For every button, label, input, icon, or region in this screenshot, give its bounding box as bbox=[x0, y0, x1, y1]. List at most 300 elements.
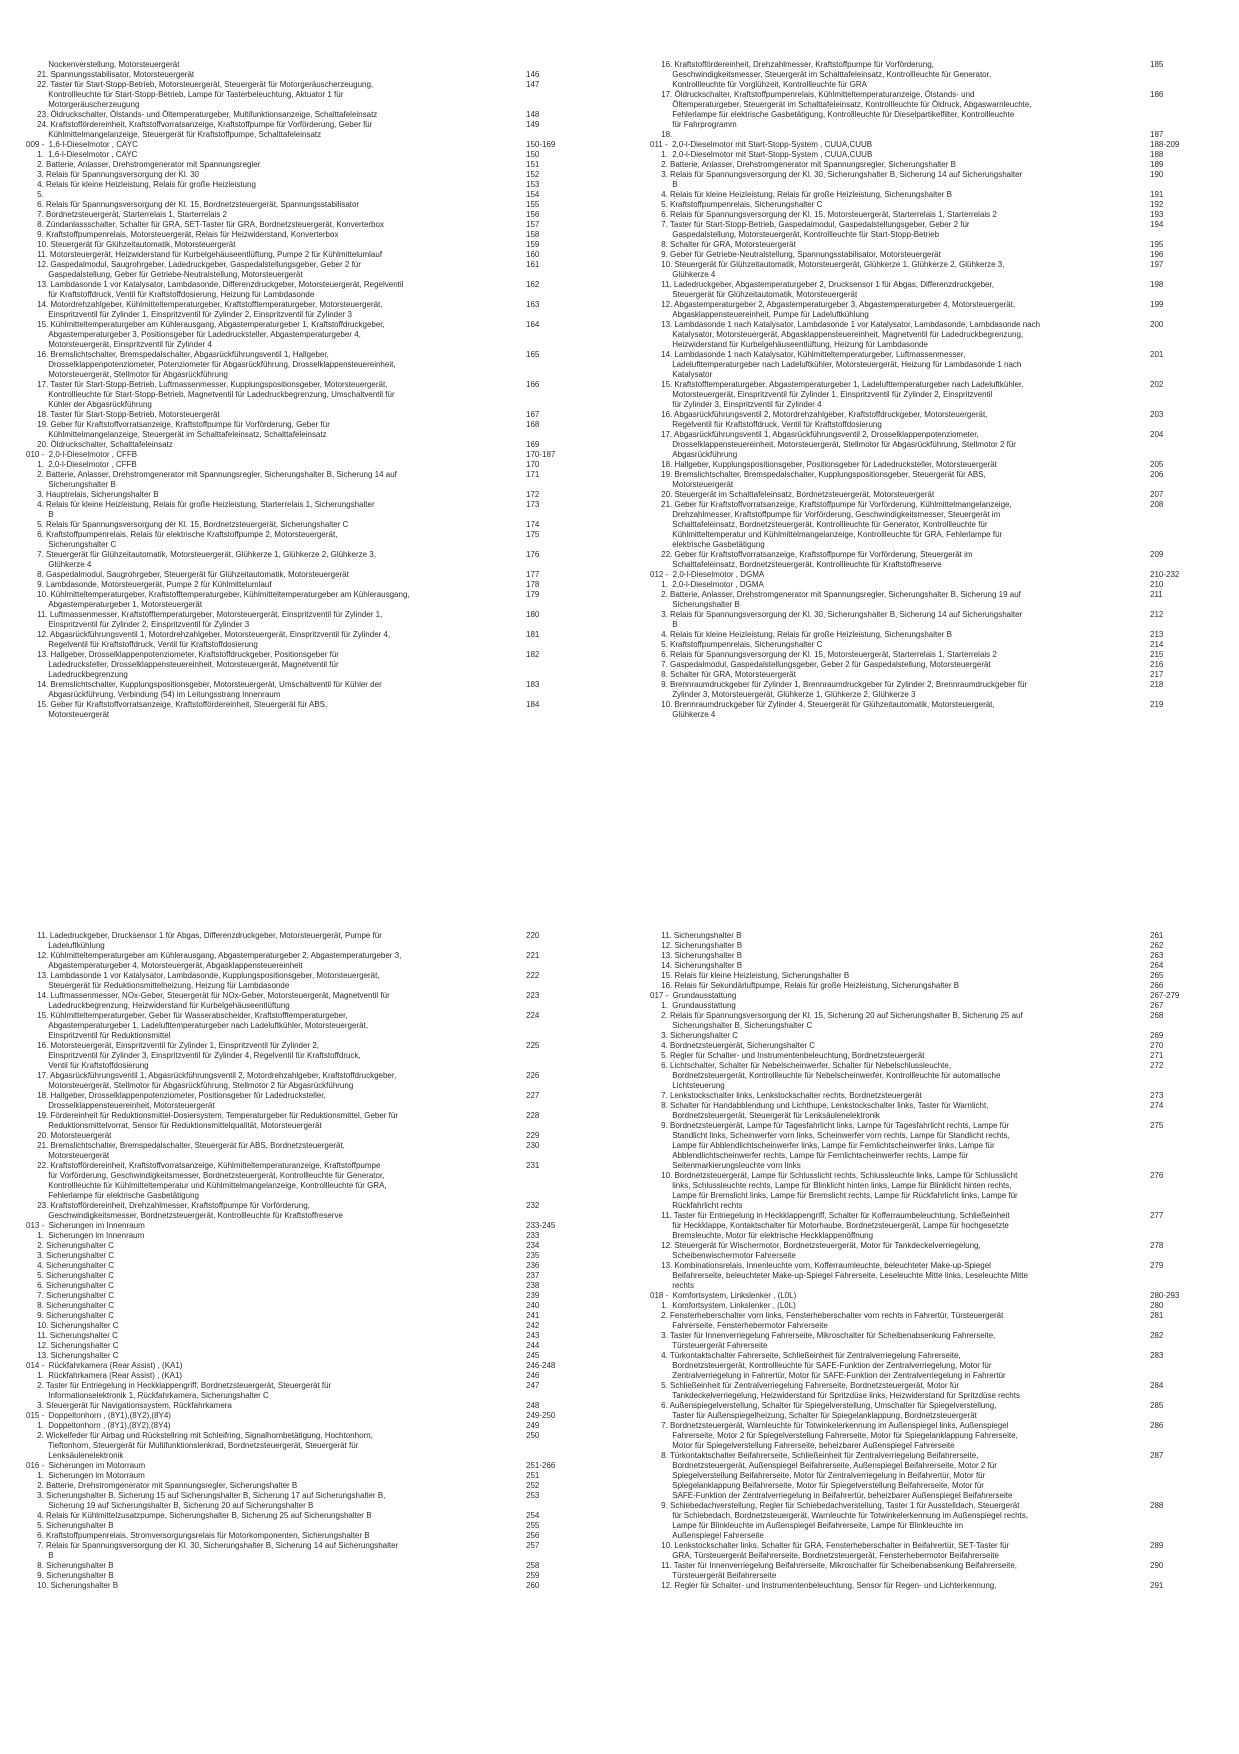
toc-entry bbox=[26, 580, 616, 590]
toc-entry bbox=[26, 991, 616, 1011]
toc-entry-page: 203 bbox=[1150, 410, 1164, 419]
toc-entry bbox=[26, 210, 616, 220]
toc-entry bbox=[26, 1581, 616, 1591]
toc-entry-page: 205 bbox=[1150, 460, 1164, 469]
toc-entry-page: 231 bbox=[526, 1161, 540, 1170]
toc-entry-title: 11. Ladedruckgeber, Abgastemperaturgeber 2, Drucksensor 1 für Abgas, Differenzdruckgeber, Steuergerät für Glühzeitautomatik, Motorsteuergerät bbox=[661, 280, 994, 299]
toc-entry-title: 24. Kraftstoffördereinheit, Kraftstoffvorratsanzeige, Kraftstoffpumpe für Vorförderung, Geber für Kühlmittelmangelanzeige, Steuergerät für Kraftstoffpumpe, Schalttafeleinsatz bbox=[37, 120, 373, 139]
toc-entry-page: 184 bbox=[526, 700, 540, 709]
toc-entry bbox=[650, 1011, 1239, 1031]
toc-entry-page: 288 bbox=[1150, 1501, 1164, 1510]
toc-entry-title: 12. Regler für Schalter- und Instrumentenbeleuchtung, Sensor für Regen- und Lichterkennung, bbox=[650, 1581, 997, 1590]
toc-entry bbox=[26, 1401, 616, 1411]
toc-entry bbox=[650, 1381, 1239, 1401]
toc-entry-title: 10. Steuergerät für Glühzeitautomatik, Motorsteuergerät, Glühkerze 1, Glühkerze 2, Glühkerze 3, Glühkerze 4 bbox=[661, 260, 1005, 279]
toc-entry bbox=[650, 610, 1239, 630]
toc-entry-title: 18. Hallgeber, Kupplungspositionsgeber, Positionsgeber für Ladedrucksteller, Motorsteuergerät bbox=[650, 460, 997, 469]
toc-entry-title: 1. Grundausstattung bbox=[650, 1001, 736, 1010]
toc-entry bbox=[26, 1251, 616, 1261]
toc-entry-page: 246-248 bbox=[526, 1361, 556, 1370]
toc-entry bbox=[26, 180, 616, 190]
toc-entry bbox=[26, 410, 616, 420]
toc-entry-title: 13. Kombinationsrelais, Innenleuchte vorn, Kofferraumleuchte, beleuchteter Make-up-Spiegel Beifahrerseite, beleuchteter Make-up-Spiegel Fahrerseite, Leseleuchte Mitte links, Leseleuchte Mitte rechts bbox=[661, 1261, 1028, 1290]
toc-entry-page: 220 bbox=[526, 931, 540, 940]
toc-entry bbox=[26, 260, 616, 280]
toc-entry-title: 20. Steuergerät im Schalttafeleinsatz, Bordnetzsteuergerät, Motorsteuergerät bbox=[650, 490, 935, 499]
toc-entry bbox=[26, 1201, 616, 1221]
toc-entry-title: 13. Sicherungshalter B bbox=[650, 951, 743, 960]
toc-entry-page: 152 bbox=[526, 170, 540, 179]
toc-entry bbox=[650, 490, 1239, 500]
toc-entry bbox=[26, 1271, 616, 1281]
toc-entry bbox=[26, 420, 616, 440]
toc-entry-title: 015 - Doppeltonhorn , (8Y1),(8Y2),(8Y4) bbox=[26, 1411, 171, 1420]
toc-entry-page: 240 bbox=[526, 1301, 540, 1310]
toc-entry bbox=[26, 1421, 616, 1431]
toc-entry-title: 11. Taster für Innenverriegelung Beifahrerseite, Mikroschalter für Scheibenabsenkung Beifahrerseite, Türsteuergerät Beifahrerseite bbox=[661, 1561, 1018, 1580]
toc-entry-page: 273 bbox=[1150, 1091, 1164, 1100]
toc-entry-title: 17. Öldruckschalter, Kraftstoffpumpenrelais, Kühlmitteltemperaturanzeige, Ölstands- und Öltemperaturgeber, Steuergerät im Schalttafeleinsatz, Kontrollleuchte für Öldruck, Abgaswarnleuchte, Fehlerlampe für elektrische Gasbetätigung, Kontrollleuchte für Dieselpartikelfilter, Kontrollleuchte für Fahrprogramm bbox=[661, 90, 1032, 129]
toc-entry-title: 2. Batterie, Anlasser, Drehstromgenerator mit Spannungsregler, Sicherungshalter B, Sicherung 19 auf Sicherungshalter B bbox=[661, 590, 1021, 609]
toc-entry-page: 258 bbox=[526, 1561, 540, 1570]
toc-entry-title: 3. Sicherungshalter B, Sicherung 15 auf Sicherungshalter B, Sicherung 17 auf Sicherungshalter B, Sicherung 19 auf Sicherungshalter B, Sicherung 20 auf Sicherungshalter B bbox=[37, 1491, 386, 1510]
toc-entry bbox=[26, 700, 616, 720]
toc-entry-page: 265 bbox=[1150, 971, 1164, 980]
toc-entry-page: 257 bbox=[526, 1541, 540, 1550]
toc-entry-title: 2. Batterie, Anlasser, Drehstromgenerator mit Spannungsregler, Sicherungshalter B, Sicherung 14 auf Sicherungshalter B bbox=[37, 470, 397, 489]
toc-entry bbox=[650, 240, 1239, 250]
toc-entry-page: 201 bbox=[1150, 350, 1164, 359]
toc-entry-page: 206 bbox=[1150, 470, 1164, 479]
toc-entry-page: 156 bbox=[526, 210, 540, 219]
toc-entry bbox=[650, 200, 1239, 210]
toc-entry-page: 228 bbox=[526, 1111, 540, 1120]
toc-entry bbox=[26, 450, 616, 460]
toc-entry-title: 2. Batterie, Anlasser, Drehstromgenerator mit Spannungsregler bbox=[26, 160, 261, 169]
toc-entry bbox=[26, 1131, 616, 1141]
toc-entry-title: 6. Lichtschalter, Schalter für Nebelscheinwerfer, Schalter für Nebelschlussleuchte, Bordnetzsteuergerät, Kontrollleuchte für Nebelscheinwerfer, Kontrollleuchte für automatische Lichtsteuerung bbox=[661, 1061, 1001, 1090]
toc-entry bbox=[26, 380, 616, 410]
toc-entry bbox=[26, 440, 616, 450]
toc-entry bbox=[26, 1261, 616, 1271]
toc-entry-title: 7. Lenkstockschalter links, Lenkstockschalter rechts, Bordnetzsteuergerät bbox=[650, 1091, 922, 1100]
toc-entry-page: 172 bbox=[526, 490, 540, 499]
toc-entry-page: 249 bbox=[526, 1421, 540, 1430]
toc-entry-title: 19. Fördereinheit für Reduktionsmittel-Dosiersystem, Temperaturgeber für Reduktionsmittel, Geber für Reduktionsmittelvorrat, Sensor für Reduktionsmittelqualität, Motorsteuergerät bbox=[37, 1111, 399, 1130]
toc-entry bbox=[26, 1091, 616, 1111]
toc-entry bbox=[26, 1321, 616, 1331]
toc-entry-page: 196 bbox=[1150, 250, 1164, 259]
toc-entry-title: 6. Relais für Spannungsversorgung der Kl. 15, Motorsteuergerät, Starterrelais 1, Starterrelais 2 bbox=[650, 650, 997, 659]
toc-entry bbox=[26, 630, 616, 650]
toc-entry bbox=[26, 1231, 616, 1241]
toc-entry bbox=[26, 1311, 616, 1321]
toc-entry bbox=[650, 150, 1239, 160]
toc-entry-page: 225 bbox=[526, 1041, 540, 1050]
toc-entry-page: 170-187 bbox=[526, 450, 556, 459]
toc-entry bbox=[650, 380, 1239, 410]
toc-entry-title: 4. Sicherungshalter C bbox=[26, 1261, 115, 1270]
toc-entry bbox=[650, 160, 1239, 170]
toc-entry-page: 232 bbox=[526, 1201, 540, 1210]
toc-entry-page: 281 bbox=[1150, 1311, 1164, 1320]
toc-entry-title: 20. Motorsteuergerät bbox=[26, 1131, 112, 1140]
toc-entry-title: 18. Taster für Start-Stopp-Betrieb, Motorsteuergerät bbox=[26, 410, 220, 419]
toc-entry-page: 279 bbox=[1150, 1261, 1164, 1270]
toc-entry bbox=[26, 1541, 616, 1561]
toc-entry-page: 242 bbox=[526, 1321, 540, 1330]
toc-entry bbox=[26, 550, 616, 570]
toc-entry-title: 8. Schalter für Handabblendung und Lichthupe, Lenkstockschalter links, Taster für Warnlicht, Bordnetzsteuergerät, Steuergerät für Lenksäulenelektronik bbox=[661, 1101, 989, 1120]
toc-entry bbox=[650, 60, 1239, 90]
toc-entry bbox=[26, 250, 616, 260]
toc-entry-page: 194 bbox=[1150, 220, 1164, 229]
toc-entry bbox=[26, 1481, 616, 1491]
toc-entry-page: 157 bbox=[526, 220, 540, 229]
toc-entry-title: 15. Kühlmitteltemperaturgeber am Kühlerausgang, Abgastemperaturgeber 1, Kraftstoffdruckgeber, Abgastemperaturgeber 3, Positionsgeber für Ladedrucksteller, Abgastemperaturgeber 4, Motorsteuergerät, Einspritzventil für Zylinder 4 bbox=[37, 320, 385, 349]
toc-entry-title: 9. Kraftstoffpumpenrelais, Motorsteuergerät, Relais für Heizwiderstand, Konverterbox bbox=[26, 230, 339, 239]
toc-entry-page: 287 bbox=[1150, 1451, 1164, 1460]
toc-entry bbox=[650, 280, 1239, 300]
toc-entry-page: 158 bbox=[526, 230, 540, 239]
toc-entry bbox=[650, 1311, 1239, 1331]
toc-entry bbox=[26, 240, 616, 250]
toc-entry bbox=[26, 650, 616, 680]
toc-entry-page: 270 bbox=[1150, 1041, 1164, 1050]
toc-entry-page: 168 bbox=[526, 420, 540, 429]
toc-entry bbox=[26, 350, 616, 380]
toc-entry-title: 15. Geber für Kraftstoffvorratsanzeige, Kraftstoffördereinheit, Steuergerät für ABS, Motorsteuergerät bbox=[37, 700, 328, 719]
toc-entry-title: 5. Sicherungshalter C bbox=[26, 1271, 115, 1280]
toc-entry-page: 266 bbox=[1150, 981, 1164, 990]
toc-entry bbox=[26, 470, 616, 490]
toc-entry-title: 7. Bordnetzsteuergerät, Starterrelais 1, Starterrelais 2 bbox=[26, 210, 227, 219]
toc-entry-title: 2. Relais für Spannungsversorgung der Kl. 15, Sicherung 20 auf Sicherungshalter B, Sicherung 25 auf Sicherungshalter B, Sicherungshalter C bbox=[661, 1011, 1023, 1030]
toc-entry-title: 013 - Sicherungen im Innenraum bbox=[26, 1221, 145, 1230]
toc-entry bbox=[650, 1001, 1239, 1011]
toc-entry-page: 173 bbox=[526, 500, 540, 509]
toc-entry-title: 10. Sicherungshalter B bbox=[26, 1581, 119, 1590]
toc-entry-page: 202 bbox=[1150, 380, 1164, 389]
toc-entry bbox=[650, 300, 1239, 320]
toc-entry-title: 19. Bremslichtschalter, Bremspedalschalter, Kupplungspositionsgeber, Steuergerät für ABS, Motorsteuergerät bbox=[661, 470, 986, 489]
toc-entry-page: 275 bbox=[1150, 1121, 1164, 1130]
toc-entry-page: 171 bbox=[526, 470, 540, 479]
toc-entry-title: 14. Lambdasonde 1 nach Katalysator, Kühlmitteltemperaturgeber, Luftmassenmesser, Ladelufttemperaturgeber nach Ladeluftkühler, Motorsteuergerät, Heizung für Lambdasonde 1 nach Katalysator bbox=[661, 350, 1022, 379]
toc-entry bbox=[650, 580, 1239, 590]
toc-entry-page: 147 bbox=[526, 80, 540, 89]
toc-entry-page: 237 bbox=[526, 1271, 540, 1280]
toc-entry bbox=[650, 1421, 1239, 1451]
toc-entry-title: 2. Taster für Entriegelung in Heckklappengriff, Bordnetzsteuergerät, Steuergerät für Informationselektronik 1, Rückfahrkamera, Sicherungshalter C bbox=[37, 1381, 332, 1400]
toc-entry bbox=[650, 90, 1239, 130]
toc-entry bbox=[26, 1011, 616, 1041]
toc-entry-page: 148 bbox=[526, 110, 540, 119]
toc-entry-page: 219 bbox=[1150, 700, 1164, 709]
toc-entry bbox=[650, 1241, 1239, 1261]
toc-entry-page: 195 bbox=[1150, 240, 1164, 249]
toc-entry-page: 208 bbox=[1150, 500, 1164, 509]
toc-entry-page: 207 bbox=[1150, 490, 1164, 499]
toc-entry-page: 169 bbox=[526, 440, 540, 449]
toc-entry-page: 244 bbox=[526, 1341, 540, 1350]
toc-entry bbox=[26, 1571, 616, 1581]
toc-entry bbox=[26, 190, 616, 200]
toc-entry-page: 211 bbox=[1150, 590, 1163, 599]
toc-panel-top-left bbox=[26, 60, 616, 860]
toc-entry-page: 251-266 bbox=[526, 1461, 556, 1470]
toc-entry-title: 014 - Rückfahrkamera (Rear Assist) , (KA1) bbox=[26, 1361, 183, 1370]
toc-entry bbox=[650, 670, 1239, 680]
toc-entry-page: 269 bbox=[1150, 1031, 1164, 1040]
toc-entry-title: 1. Sicherungen im Motorraum bbox=[26, 1471, 145, 1480]
toc-entry bbox=[26, 951, 616, 971]
toc-entry-page: 272 bbox=[1150, 1061, 1164, 1070]
toc-entry-page: 251 bbox=[526, 1471, 540, 1480]
toc-entry-title: 8. Zündanlassschalter, Schalter für GRA, SET-Taster für GRA, Bordnetzsteuergerät, Konverterbox bbox=[26, 220, 384, 229]
toc-entry-page: 226 bbox=[526, 1071, 540, 1080]
toc-entry-title: 12. Sicherungshalter B bbox=[650, 941, 743, 950]
toc-entry-title: 2. Fensterheberschalter vorn links, Fensterheberschalter vorn rechts in Fahrertür, Türsteuergerät Fahrerseite, Fensterhebermotor Fahrerseite bbox=[661, 1311, 1004, 1330]
toc-entry bbox=[26, 1371, 616, 1381]
toc-entry-page: 179 bbox=[526, 590, 540, 599]
toc-entry-page: 289 bbox=[1150, 1541, 1164, 1550]
toc-entry bbox=[26, 1531, 616, 1541]
toc-entry-page: 224 bbox=[526, 1011, 540, 1020]
toc-entry-page: 181 bbox=[526, 630, 540, 639]
toc-entry-title: 13. Sicherungshalter C bbox=[26, 1351, 119, 1360]
toc-entry-title: 5. Schließeinheit für Zentralverriegelung Fahrerseite, Bordnetzsteuergerät, Motor für Tankdeckelverriegelung, Heizwiderstand für Spritzdüse links, Heizwiderstand für Spritzdüse rechts bbox=[661, 1381, 1020, 1400]
toc-entry bbox=[650, 1121, 1239, 1171]
toc-entry-title: 9. Sicherungshalter B bbox=[26, 1571, 114, 1580]
toc-entry bbox=[26, 1361, 616, 1371]
toc-entry-title: 2. Batterie, Drehstromgenerator mit Spannungsregler, Sicherungshalter B bbox=[26, 1481, 298, 1490]
toc-entry bbox=[26, 220, 616, 230]
toc-entry-page: 277 bbox=[1150, 1211, 1164, 1220]
toc-entry bbox=[26, 140, 616, 150]
toc-entry-title: 21. Geber für Kraftstoffvorratsanzeige, Kraftstoffpumpe für Vorförderung, Kühlmittelmangelanzeige, Drehzahlmesser, Kraftstoffpumpe für Vorförderung, Geschwindigkeitsmesser, Steuergerät im Schalttafeleinsatz, Bordnetzsteuergerät, Kontrollleuchte für Generator, Kontrollleuchte für Kühlmitteltemperatur und Kühlmittelmangelanzeige, Kontrollleuchte für GRA, Fehlerlampe für elektrische Gasbetätigung bbox=[661, 500, 1012, 549]
toc-entry bbox=[650, 260, 1239, 280]
toc-entry-page: 248 bbox=[526, 1401, 540, 1410]
toc-entry bbox=[26, 60, 616, 70]
toc-entry-page: 163 bbox=[526, 300, 540, 309]
toc-entry-page: 229 bbox=[526, 1131, 540, 1140]
toc-entry-title: 16. Relais für Sekundärluftpumpe, Relais für große Heizleistung, Sicherungshalter B bbox=[650, 981, 960, 990]
toc-entry-page: 146 bbox=[526, 70, 540, 79]
toc-entry bbox=[26, 1431, 616, 1461]
toc-entry-page: 210 bbox=[1150, 580, 1164, 589]
toc-entry-page: 212 bbox=[1150, 610, 1164, 619]
toc-entry bbox=[650, 1041, 1239, 1051]
toc-entry-title: 13. Lambdasonde 1 nach Katalysator, Lambdasonde 1 vor Katalysator, Lambdasonde, Lambdasonde nach Katalysator, Motorsteuergerät, Abgasklappensteuereinheit, Magnetventil für Ladedruckbegrenzung, Heizwiderstand für Kurbelgehäuseentlüftung, Heizung für Lambdasonde bbox=[661, 320, 1041, 349]
toc-entry-title: 8. Schalter für GRA, Motorsteuergerät bbox=[650, 240, 796, 249]
toc-entry-title: 16. Bremslichtschalter, Bremspedalschalter, Abgasrückführungsventil 1, Hallgeber, Drosselklappenpotenziometer, Potenziometer für Abgasrückführung, Drosselklappensteuereinheit, Motorsteuergerät, Stellmotor für Abgasrückführung bbox=[37, 350, 396, 379]
toc-entry bbox=[650, 470, 1239, 490]
toc-entry-page: 278 bbox=[1150, 1241, 1164, 1250]
toc-entry-page: 153 bbox=[526, 180, 540, 189]
toc-entry bbox=[26, 1281, 616, 1291]
toc-entry bbox=[650, 130, 1239, 140]
toc-entry-page: 150-169 bbox=[526, 140, 556, 149]
toc-entry-page: 214 bbox=[1150, 640, 1164, 649]
toc-entry-title: 6. Außenspiegelverstellung, Schalter für Spiegelverstellung, Umschalter für Spiegelverstellung, Taster für Außenspiegelheizung, Schalter für Spiegelanklappung, Bordnetzsteuergerät bbox=[661, 1401, 997, 1420]
toc-entry-title: 23. Öldruckschalter, Ölstands- und Öltemperaturgeber, Multifunktionsanzeige, Schalttafeleinsatz bbox=[26, 110, 378, 119]
toc-entry-page: 187 bbox=[1150, 130, 1164, 139]
toc-entry-page: 191 bbox=[1150, 190, 1164, 199]
toc-entry-page: 261 bbox=[1150, 931, 1164, 940]
toc-entry-title: 1. Rückfahrkamera (Rear Assist) , (KA1) bbox=[26, 1371, 183, 1380]
toc-entry-page: 284 bbox=[1150, 1381, 1164, 1390]
toc-entry-title: 4. Türkontaktschalter Fahrerseite, Schließeinheit für Zentralverriegelung Fahrerseite, Bordnetzsteuergerät, Kontrollleuchte für SAFE-Funktion der Zentralverriegelung, Motor für Zentralverriegelung in Fahrertür, Motor für SAFE-Funktion der Zentralverriegelung in Fahrertür bbox=[661, 1351, 1006, 1380]
toc-entry-page: 291 bbox=[1150, 1581, 1164, 1590]
toc-entry bbox=[650, 971, 1239, 981]
toc-entry-title: 12. Gaspedalmodul, Saugrohrgeber, Ladedruckgeber, Gaspedalstellungsgeber, Geber 2 für Gaspedalstellung, Geber für Getriebe-Neutralstellung, Motorsteuergerät bbox=[37, 260, 361, 279]
toc-entry-page: 209 bbox=[1150, 550, 1164, 559]
toc-entry bbox=[650, 931, 1239, 941]
toc-entry bbox=[650, 1091, 1239, 1101]
toc-entry-page: 151 bbox=[526, 160, 540, 169]
toc-entry-title: 17. Taster für Start-Stopp-Betrieb, Luftmassenmesser, Kupplungspositionsgeber, Motorsteuergerät, Kontrollleuchte für Start-Stopp-Betrieb, Magnetventil für Ladedruckbegrenzung, Umschaltventil für Kühler der Abgasrückführung bbox=[37, 380, 395, 409]
toc-entry-page: 213 bbox=[1150, 630, 1164, 639]
toc-entry-page: 239 bbox=[526, 1291, 540, 1300]
toc-entry-page: 241 bbox=[526, 1311, 540, 1320]
toc-entry bbox=[26, 1461, 616, 1471]
toc-entry bbox=[26, 1071, 616, 1091]
toc-entry-title: 1. 1,6-l-Dieselmotor , CAYC bbox=[26, 150, 138, 159]
toc-entry-title: 3. Relais für Spannungsversorgung der Kl. 30 bbox=[26, 170, 199, 179]
toc-entry-page: 170 bbox=[526, 460, 540, 469]
toc-entry-page: 177 bbox=[526, 570, 540, 579]
toc-entry-page: 235 bbox=[526, 1251, 540, 1260]
toc-entry-page: 167 bbox=[526, 410, 540, 419]
toc-entry-page: 185 bbox=[1150, 60, 1164, 69]
toc-entry-title: 10. Steuergerät für Glühzeitautomatik, Motorsteuergerät bbox=[26, 240, 236, 249]
toc-entry-title: 5. Kraftstoffpumpenrelais, Sicherungshalter C bbox=[650, 200, 823, 209]
toc-entry bbox=[26, 1041, 616, 1071]
toc-entry-page: 198 bbox=[1150, 280, 1164, 289]
toc-entry-title: 13. Hallgeber, Drosselklappenpotenziometer, Kraftstoffdruckgeber, Positionsgeber für Ladedrucksteller, Drosselklappensteuereinheit, Motorsteuergerät, Magnetventil für Ladedruckbegrenzung bbox=[37, 650, 339, 679]
toc-entry-title: 1. Sicherungen im Innenraum bbox=[26, 1231, 145, 1240]
toc-entry bbox=[26, 1221, 616, 1231]
toc-entry-page: 254 bbox=[526, 1511, 540, 1520]
toc-entry bbox=[650, 700, 1239, 720]
toc-entry-page: 192 bbox=[1150, 200, 1164, 209]
toc-entry bbox=[650, 1211, 1239, 1241]
toc-entry bbox=[650, 951, 1239, 961]
toc-entry bbox=[26, 610, 616, 630]
toc-entry-title: 4. Relais für kleine Heizleistung, Relais für große Heizleistung bbox=[26, 180, 256, 189]
toc-entry-page: 222 bbox=[526, 971, 540, 980]
toc-entry-page: 180 bbox=[526, 610, 540, 619]
toc-entry-title: 009 - 1,6-l-Dieselmotor , CAYC bbox=[26, 140, 138, 149]
toc-entry-title: 1. 2,0-l-Dieselmotor , CFFB bbox=[26, 460, 137, 469]
toc-entry-title: 22. Kraftstoffördereinheit, Kraftstoffvorratsanzeige, Kühlmitteltemperaturanzeige, Kraftstoffpumpe für Vorförderung, Geschwindigkeitsmesser, Bordnetzsteuergerät, Kontrollleuchte für Generator, Kontrollleuchte für Kühlmitteltemperatur und Kühlmittelmangelanzeige, Kontrollleuchte für GRA, Fehlerlampe für elektrische Gasbetätigung bbox=[37, 1161, 387, 1200]
toc-entry bbox=[650, 250, 1239, 260]
toc-entry bbox=[650, 1051, 1239, 1061]
toc-entry-title: 5. Sicherungshalter B bbox=[26, 1521, 114, 1530]
toc-entry bbox=[650, 550, 1239, 570]
toc-entry bbox=[26, 320, 616, 350]
toc-entry-title: 22. Geber für Kraftstoffvorratsanzeige, Kraftstoffpumpe für Vorförderung, Steuergerät im Schalttafeleinsatz, Bordnetzsteuergerät, Kontrollleuchte für Kraftstoffreserve bbox=[661, 550, 973, 569]
toc-entry bbox=[26, 280, 616, 300]
toc-entry-page: 233 bbox=[526, 1231, 540, 1240]
toc-entry-page: 247 bbox=[526, 1381, 540, 1390]
toc-entry-title: 19. Geber für Kraftstoffvorratsanzeige, Kraftstoffpumpe für Vorförderung, Geber für Kühlmittelmangelanzeige, Steuergerät im Schalttafeleinsatz, Schalttafeleinsatz bbox=[37, 420, 330, 439]
toc-entry bbox=[26, 170, 616, 180]
toc-entry bbox=[26, 931, 616, 951]
toc-entry-title: 21. Spannungsstabilisator, Motorsteuergerät bbox=[26, 70, 195, 79]
toc-entry bbox=[650, 410, 1239, 430]
toc-entry bbox=[26, 1161, 616, 1201]
toc-entry-title: 12. Steuergerät für Wischermotor, Bordnetzsteuergerät, Motor für Tankdeckelverriegelung, Scheibenwischermotor Fahrerseite bbox=[661, 1241, 981, 1260]
toc-entry bbox=[26, 1301, 616, 1311]
toc-entry-title: 18. Hallgeber, Drosselklappenpotenziometer, Positionsgeber für Ladedrucksteller, Drosselklappensteuereinheit, Motorsteuergerät bbox=[37, 1091, 326, 1110]
toc-entry-page: 283 bbox=[1150, 1351, 1164, 1360]
toc-entry-page: 271 bbox=[1150, 1051, 1164, 1060]
toc-entry-title: 3. Relais für Spannungsversorgung der Kl. 30, Sicherungshalter B, Sicherung 14 auf Sicherungshalter B bbox=[661, 170, 1023, 189]
toc-entry-page: 286 bbox=[1150, 1421, 1164, 1430]
toc-entry-page: 218 bbox=[1150, 680, 1164, 689]
toc-entry bbox=[26, 570, 616, 580]
toc-entry-title: 017 - Grundausstattung bbox=[650, 991, 737, 1000]
toc-entry bbox=[650, 190, 1239, 200]
toc-entry-page: 234 bbox=[526, 1241, 540, 1250]
toc-entry bbox=[650, 1101, 1239, 1121]
toc-entry bbox=[26, 1511, 616, 1521]
toc-entry bbox=[650, 1061, 1239, 1091]
toc-entry-title: 16. Abgasrückführungsventil 2, Motordrehzahlgeber, Kraftstoffdruckgeber, Motorsteuergerät, Regelventil für Kraftstoffdruck, Ventil für Kraftstoffdosierung bbox=[661, 410, 988, 429]
toc-entry-title: 10. Kühlmitteltemperaturgeber, Kraftstofftemperaturgeber, Kühlmitteltemperaturgeber am Kühlerausgang, Abgastemperaturgeber 1, Motorsteuergerät bbox=[37, 590, 410, 609]
toc-entry bbox=[26, 1491, 616, 1511]
toc-entry bbox=[26, 590, 616, 610]
toc-entry-page: 256 bbox=[526, 1531, 540, 1540]
toc-entry bbox=[650, 991, 1239, 1001]
toc-entry-page: 197 bbox=[1150, 260, 1164, 269]
toc-entry-page: 188-209 bbox=[1150, 140, 1180, 149]
toc-entry bbox=[650, 660, 1239, 670]
toc-entry-page: 285 bbox=[1150, 1401, 1164, 1410]
toc-entry bbox=[26, 1561, 616, 1571]
toc-entry bbox=[26, 70, 616, 80]
toc-entry-title: 22. Taster für Start-Stopp-Betrieb, Motorsteuergerät, Steuergerät für Motorgeräuscherzeugung, Kontrollleuchte für Start-Stopp-Betrieb, Lampe für Tasterbeleuchtung, Aktuator 1 für Motorgeräuscherzeugung bbox=[37, 80, 374, 109]
toc-entry-page: 182 bbox=[526, 650, 540, 659]
toc-entry-title: 17. Abgasrückführungsventil 1, Abgasrückführungsventil 2, Drosselklappenpotenziometer, Drosselklappensteuereinheit, Motorsteuergerät, Stellmotor für Abgasrückführung, Stellmotor 2 für Abgasrückführung bbox=[661, 430, 1016, 459]
toc-entry-title: 1. Doppeltonhorn , (8Y1),(8Y2),(8Y4) bbox=[26, 1421, 171, 1430]
toc-entry-title: 8. Sicherungshalter C bbox=[26, 1301, 115, 1310]
toc-entry-title: 13. Lambdasonde 1 vor Katalysator, Lambdasonde, Kupplungspositionsgeber, Motorsteuergerät, Steuergerät für Reduktionsmittelheizung, Heizung für Lambdasonde bbox=[37, 971, 380, 990]
toc-entry bbox=[650, 570, 1239, 580]
toc-entry-title: 7. Relais für Spannungsversorgung der Kl. 30, Sicherungshalter B, Sicherung 14 auf Sicherungshalter B bbox=[37, 1541, 399, 1560]
toc-entry-page: 263 bbox=[1150, 951, 1164, 960]
toc-entry bbox=[26, 110, 616, 120]
toc-entry-title: 8. Gaspedalmodul, Saugrohrgeber, Steuergerät für Glühzeitautomatik, Motorsteuergerät bbox=[26, 570, 349, 579]
toc-entry-title: 3. Relais für Spannungsversorgung der Kl. 30, Sicherungshalter B, Sicherung 14 auf Sicherungshalter B bbox=[661, 610, 1023, 629]
toc-entry-title: 9. Geber für Getriebe-Neutralstellung, Spannungsstabilisator, Motorsteuergerät bbox=[650, 250, 941, 259]
toc-entry-page: 230 bbox=[526, 1141, 540, 1150]
toc-entry-page: 149 bbox=[526, 120, 540, 129]
toc-entry-title: 13. Lambdasonde 1 vor Katalysator, Lambdasonde, Differenzdruckgeber, Motorsteuergerät, Regelventil für Kraftstoffdruck, Ventil für Kraftstoffdosierung, Heizung für Lambdasonde bbox=[37, 280, 404, 299]
toc-entry bbox=[26, 1341, 616, 1351]
toc-entry-page: 267-279 bbox=[1150, 991, 1180, 1000]
toc-entry bbox=[26, 460, 616, 470]
toc-entry-page: 193 bbox=[1150, 210, 1164, 219]
toc-entry bbox=[26, 971, 616, 991]
toc-entry-page: 246 bbox=[526, 1371, 540, 1380]
toc-entry-title: 5. bbox=[26, 190, 44, 199]
toc-entry-title: 4. Bordnetzsteuergerät, Sicherungshalter C bbox=[650, 1041, 815, 1050]
toc-entry bbox=[26, 120, 616, 140]
toc-entry-title: 9. Bordnetzsteuergerät, Lampe für Tagesfahrlicht links, Lampe für Tagesfahrlicht rechts, Lampe für Standlicht links, Scheinwerfer vorn links, Scheinwerfer vorn rechts, Lampe für Standlicht rechts, Lampe für Abblendlichtscheinwerfer links, Lampe für Fernlichtscheinwerfer links, Lampe für Abblendlichtscheinwerfer rechts, Lampe für Fernlichtscheinwerfer rechts, Lampe für Seitenmarkierungsleuchte vorn links bbox=[661, 1121, 1010, 1170]
